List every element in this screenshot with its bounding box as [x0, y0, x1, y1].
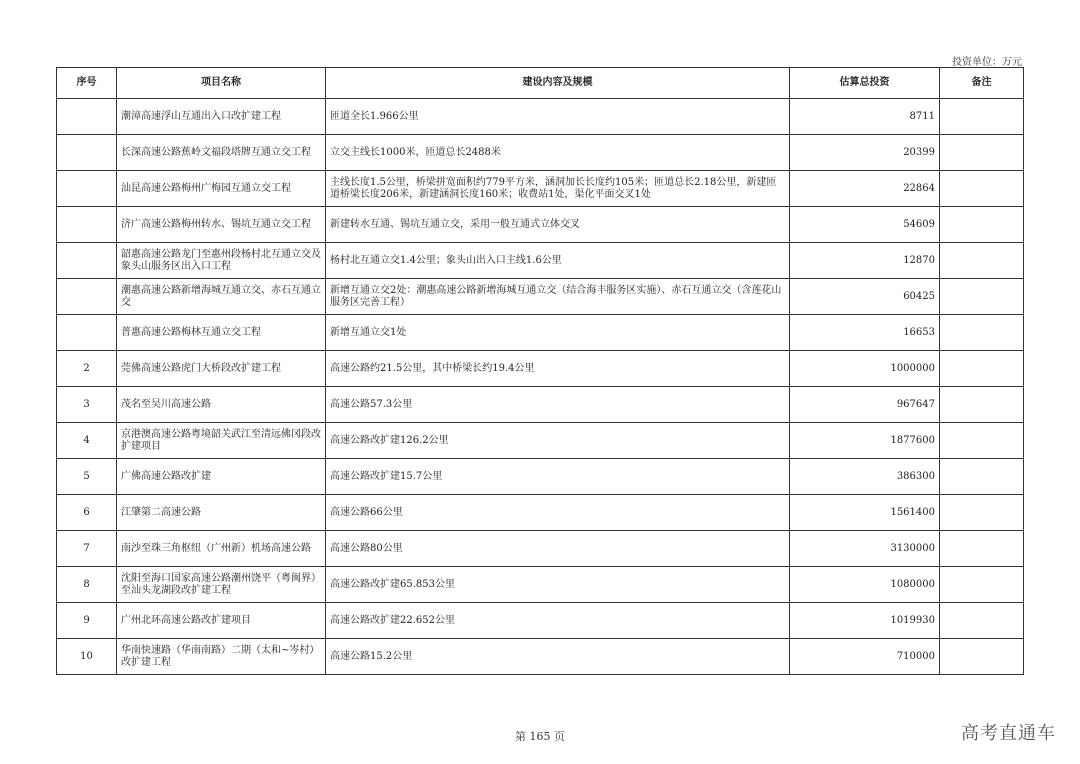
cell-remark	[940, 243, 1024, 279]
table-row	[57, 351, 1024, 387]
table-row	[57, 279, 1024, 315]
header-content: 建设内容及规模	[326, 68, 790, 99]
cell-remark	[940, 315, 1024, 351]
project-table	[56, 67, 1024, 675]
cell-remark	[940, 171, 1024, 207]
cell-content: 主线长度1.5公里，桥梁拼宽面积约779平方米，涵洞加长长度约105米；匝道总长2.18公里，新建匝道桥梁长度206米，新建涵洞长度160米；收费站1处，渠化平面交叉1处	[326, 171, 790, 207]
cell-content: 匝道全长1.966公里	[326, 99, 790, 135]
table-row	[57, 459, 1024, 495]
cell-investment: 1080000	[790, 567, 940, 603]
cell-seq	[57, 135, 117, 171]
cell-project-name: 汕昆高速公路梅州广梅园互通立交工程	[117, 171, 326, 207]
cell-investment: 1561400	[790, 495, 940, 531]
cell-project-name: 长深高速公路蕉岭文福段塔牌互通立交工程	[117, 135, 326, 171]
cell-seq: 4	[57, 423, 117, 459]
cell-remark	[940, 387, 1024, 423]
cell-remark	[940, 459, 1024, 495]
cell-content: 新增互通立交2处：潮惠高速公路新增海城互通立交（结合海丰服务区实施）、赤石互通立交（含莲花山服务区完善工程）	[326, 279, 790, 315]
header-remark: 备注	[940, 68, 1024, 99]
cell-content: 新增互通立交1处	[326, 315, 790, 351]
cell-project-name: 潮惠高速公路新增海城互通立交、赤石互通立交	[117, 279, 326, 315]
cell-remark	[940, 603, 1024, 639]
cell-content: 高速公路约21.5公里，其中桥梁长约19.4公里	[326, 351, 790, 387]
cell-investment: 1019930	[790, 603, 940, 639]
cell-seq: 5	[57, 459, 117, 495]
investment-unit-label: 投资单位：万元	[952, 57, 1022, 68]
cell-investment: 22864	[790, 171, 940, 207]
cell-project-name: 莞佛高速公路虎门大桥段改扩建工程	[117, 351, 326, 387]
cell-remark	[940, 135, 1024, 171]
table-header-row	[57, 68, 1024, 99]
table-row	[57, 135, 1024, 171]
cell-investment: 386300	[790, 459, 940, 495]
cell-remark	[940, 531, 1024, 567]
table-row	[57, 99, 1024, 135]
cell-project-name: 韶惠高速公路龙门至惠州段杨村北互通立交及象头山服务区出入口工程	[117, 243, 326, 279]
cell-investment: 16653	[790, 315, 940, 351]
cell-investment: 60425	[790, 279, 940, 315]
cell-project-name: 广州北环高速公路改扩建项目	[117, 603, 326, 639]
cell-investment: 12870	[790, 243, 940, 279]
cell-remark	[940, 639, 1024, 675]
cell-seq	[57, 99, 117, 135]
cell-content: 高速公路改扩建22.652公里	[326, 603, 790, 639]
cell-seq: 7	[57, 531, 117, 567]
cell-content: 高速公路改扩建126.2公里	[326, 423, 790, 459]
cell-content: 高速公路改扩建65.853公里	[326, 567, 790, 603]
cell-investment: 967647	[790, 387, 940, 423]
header-seq: 序号	[57, 68, 117, 99]
cell-investment: 20399	[790, 135, 940, 171]
cell-seq	[57, 243, 117, 279]
cell-project-name: 潮漳高速浮山互通出入口改扩建工程	[117, 99, 326, 135]
cell-seq	[57, 171, 117, 207]
cell-content: 高速公路80公里	[326, 531, 790, 567]
cell-project-name: 济广高速公路梅州转水、锡坑互通立交工程	[117, 207, 326, 243]
cell-content: 新建转水互通、锡坑互通立交，采用一般互通式立体交叉	[326, 207, 790, 243]
cell-project-name: 普惠高速公路梅林互通立交工程	[117, 315, 326, 351]
cell-investment: 1000000	[790, 351, 940, 387]
cell-seq: 8	[57, 567, 117, 603]
cell-investment: 1877600	[790, 423, 940, 459]
table-row	[57, 315, 1024, 351]
cell-project-name: 茂名至吴川高速公路	[117, 387, 326, 423]
table-row	[57, 423, 1024, 459]
table-row	[57, 567, 1024, 603]
table-row	[57, 243, 1024, 279]
cell-remark	[940, 423, 1024, 459]
cell-investment: 3130000	[790, 531, 940, 567]
table-row	[57, 207, 1024, 243]
cell-project-name: 华南快速路（华南南路）二期（太和~岑村）改扩建工程	[117, 639, 326, 675]
table-body	[57, 99, 1024, 675]
cell-project-name: 江肇第二高速公路	[117, 495, 326, 531]
cell-seq: 3	[57, 387, 117, 423]
cell-content: 高速公路15.2公里	[326, 639, 790, 675]
cell-investment: 710000	[790, 639, 940, 675]
cell-project-name: 广佛高速公路改扩建	[117, 459, 326, 495]
cell-investment: 8711	[790, 99, 940, 135]
cell-content: 杨村北互通立交1.4公里；象头山出入口主线1.6公里	[326, 243, 790, 279]
table-row	[57, 639, 1024, 675]
cell-remark	[940, 495, 1024, 531]
header-investment: 估算总投资	[790, 68, 940, 99]
cell-seq: 9	[57, 603, 117, 639]
cell-seq	[57, 207, 117, 243]
cell-investment: 54609	[790, 207, 940, 243]
cell-remark	[940, 567, 1024, 603]
cell-seq: 6	[57, 495, 117, 531]
table-row	[57, 531, 1024, 567]
table-row	[57, 495, 1024, 531]
cell-remark	[940, 207, 1024, 243]
table-row	[57, 171, 1024, 207]
cell-content: 高速公路改扩建15.7公里	[326, 459, 790, 495]
cell-seq	[57, 279, 117, 315]
cell-content: 高速公路57.3公里	[326, 387, 790, 423]
cell-project-name: 沈阳至海口国家高速公路潮州饶平（粤闽界）至汕头龙湖段改扩建工程	[117, 567, 326, 603]
page-number: 第 165 页	[515, 730, 565, 743]
cell-seq: 10	[57, 639, 117, 675]
table-row	[57, 387, 1024, 423]
cell-project-name: 南沙至珠三角枢纽（广州新）机场高速公路	[117, 531, 326, 567]
cell-seq	[57, 315, 117, 351]
cell-content: 高速公路66公里	[326, 495, 790, 531]
header-project-name: 项目名称	[117, 68, 326, 99]
cell-remark	[940, 351, 1024, 387]
cell-remark	[940, 99, 1024, 135]
cell-seq: 2	[57, 351, 117, 387]
cell-project-name: 京港澳高速公路粤境韶关武江至清远佛冈段改扩建项目	[117, 423, 326, 459]
cell-remark	[940, 279, 1024, 315]
table-row	[57, 603, 1024, 639]
watermark: 高考直通车	[961, 723, 1056, 744]
cell-content: 立交主线长1000米，匝道总长2488米	[326, 135, 790, 171]
